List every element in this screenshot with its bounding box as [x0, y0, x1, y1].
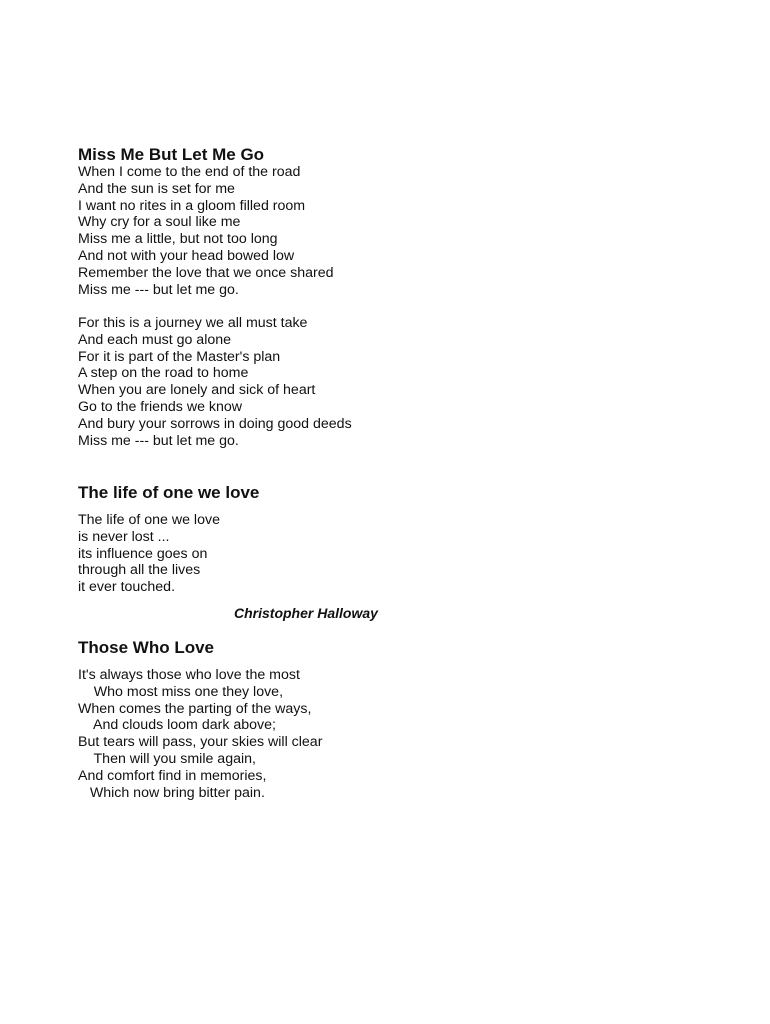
poem-line: For this is a journey we all must take — [78, 315, 308, 331]
poem-line: And clouds loom dark above; — [78, 717, 276, 734]
poem-line: When I come to the end of the road — [78, 164, 301, 180]
poem-line: But tears will pass, your skies will clear — [78, 734, 323, 751]
poem-stanza-2 — [78, 315, 352, 449]
poem-line: Then will you smile again, — [78, 750, 256, 767]
poem-line: I want no rites in a gloom filled room — [78, 197, 306, 214]
poem-line: Which now bring bitter pain. — [78, 784, 265, 801]
poem-line: And bury your sorrows in doing good deeds — [78, 415, 352, 432]
poem-stanza-3 — [78, 512, 220, 596]
poem-line: is never lost ... — [78, 528, 170, 545]
poem-line: Miss me --- but let me go. — [78, 281, 239, 298]
poem-line: Why cry for a soul like me — [78, 214, 241, 231]
poem-line: And each must go alone — [78, 331, 232, 348]
poem-title-those-who-love: Those Who Love — [78, 638, 214, 657]
poem-line: its influence goes on — [78, 545, 208, 562]
poem-line: The life of one we love — [78, 512, 220, 528]
poem-line: A step on the road to home — [78, 365, 249, 382]
poem-line: When comes the parting of the ways, — [78, 700, 312, 717]
poem-stanza-4 — [78, 667, 322, 801]
poem-author: Christopher Halloway — [234, 605, 378, 621]
poem-line: Remember the love that we once shared — [78, 264, 334, 281]
poem-line: through all the lives — [78, 562, 201, 579]
poem-line: For it is part of the Master's plan — [78, 348, 281, 365]
poem-line: Miss me a little, but not too long — [78, 231, 278, 248]
poem-stanza-1 — [78, 164, 334, 298]
poem-line: And the sun is set for me — [78, 180, 235, 197]
poem-line: Go to the friends we know — [78, 398, 243, 415]
poem-line: Who most miss one they love, — [78, 683, 284, 700]
poem-line: And comfort find in memories, — [78, 767, 267, 784]
poem-line: Miss me --- but let me go. — [78, 432, 239, 449]
poem-line: it ever touched. — [78, 579, 176, 596]
poem-line: It's always those who love the most — [78, 667, 300, 683]
poem-line: And not with your head bowed low — [78, 247, 295, 264]
poem-title-life-of-one: The life of one we love — [78, 483, 260, 502]
poem-line: When you are lonely and sick of heart — [78, 382, 316, 399]
poem-title-miss-me: Miss Me But Let Me Go — [78, 145, 265, 164]
